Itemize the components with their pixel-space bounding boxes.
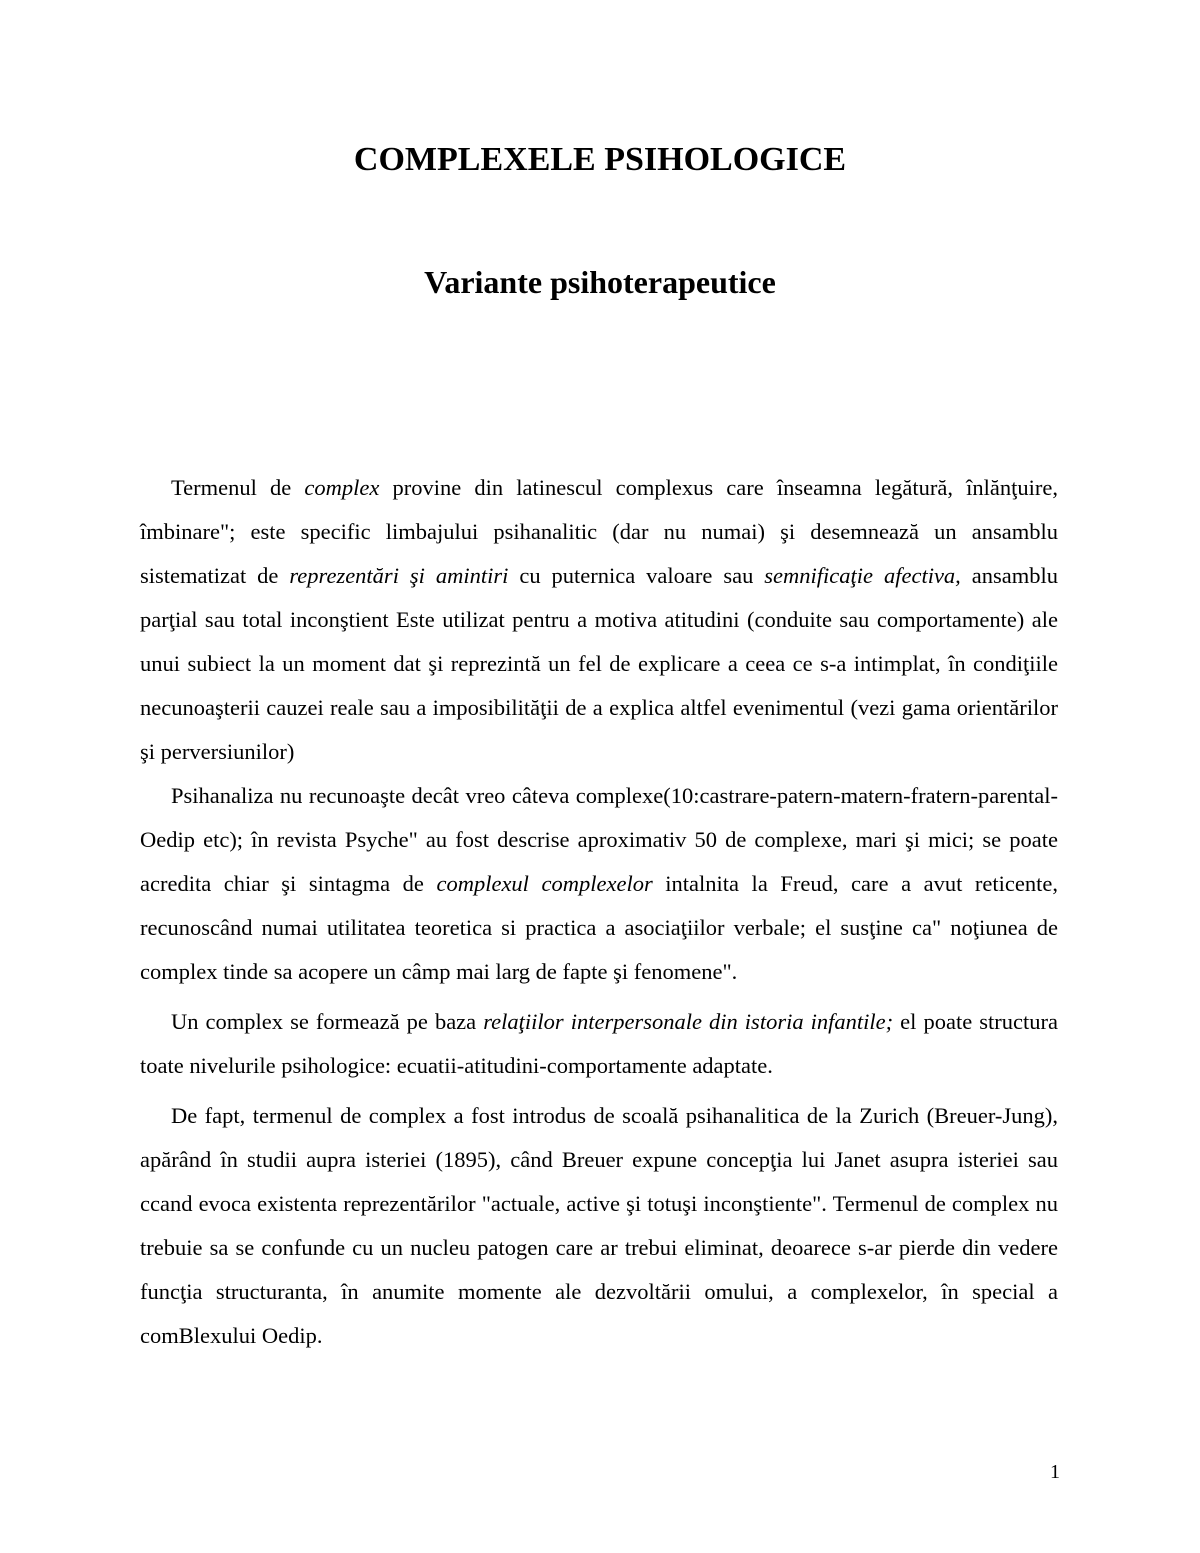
page-number: 1 xyxy=(1050,1461,1060,1483)
paragraph-1-italic-1: complex xyxy=(304,475,380,500)
paragraph-2-italic-1: complexul complexelor xyxy=(436,871,653,896)
page-title: COMPLEXELE PSIHOLOGICE xyxy=(353,141,847,178)
paragraph-1-text-2: provine din latinescul complexus care înseamna legătură, înlănţuire, îmbinare"; este specific limbajului psihanalitic (dar nu numai) şi desemnează un ansamblu sistematizat de xyxy=(140,475,1058,588)
paragraph-4 xyxy=(140,1094,1058,1358)
document-body xyxy=(140,466,1058,1358)
paragraph-1 xyxy=(140,466,1058,774)
paragraph-1-text-1: Termenul de xyxy=(171,475,305,500)
paragraph-3-italic-1: relaţiilor interpersonale din istoria infantile; xyxy=(483,1009,894,1034)
page-subtitle: Variante psihoterapeutice xyxy=(424,264,776,300)
paragraph-1-italic-2: reprezentări şi amintiri xyxy=(289,563,509,588)
paragraph-2 xyxy=(140,774,1058,994)
paragraph-3-text-1: Un complex se formează pe baza xyxy=(171,1009,484,1034)
paragraph-3-text-2: el poate structura toate nivelurile psihologice: ecuatii-atitudini-comportamente adaptate. xyxy=(140,1009,1058,1078)
paragraph-1-italic-3: semnificaţie afectiva, xyxy=(764,563,961,588)
paragraph-1-text-4: ansamblu parţial sau total inconştient Este utilizat pentru a motiva atitudini (conduite sau comportamente) ale unui subiect la un moment dat şi reprezintă un fel de explicare a ceea ce s-a intimplat, în condiţiile necunoaşterii cauzei reale sau a imposibilităţii de a explica altfel evenimentul (vezi gama orientărilor şi perversiunilor) xyxy=(140,563,1059,764)
paragraph-4-text-1: De fapt, termenul de complex a fost introdus de scoală psihanalitica de la Zurich (Breuer-Jung), apărând în studii aupra isteriei (1895), când Breuer expune concepţia lui Janet asupra isteriei sau ccand evoca existenta reprezentărilor "actuale, active şi totuşi inconştiente". Termenul de complex nu trebuie sa se confunde cu un nucleu patogen care ar trebui eliminat, deoarece s-ar pierde din vedere funcţia structuranta, în anumite momente ale dezvoltării omului, a complexelor, în special a comBlexului Oedip. xyxy=(140,1103,1058,1348)
paragraph-1-text-3: cu puternica valoare sau xyxy=(508,563,765,588)
paragraph-2-text-2: intalnita la Freud, care a avut reticente, recunoscând numai utilitatea teoretica si practica a asociaţiilor verbale; el susţine ca" noţiunea de complex tinde sa acopere un câmp mai larg de fapte şi fenomene". xyxy=(140,871,1058,984)
paragraph-2-text-1: Psihanaliza nu recunoaşte decât vreo câteva complexe(10:castrare-patern-matern-fratern-parental-Oedip etc); în revista Psyche" au fost descrise aproximativ 50 de complexe, mari şi mici; se poate acredita chiar şi sintagma de xyxy=(140,783,1058,896)
paragraph-3 xyxy=(140,1000,1058,1088)
